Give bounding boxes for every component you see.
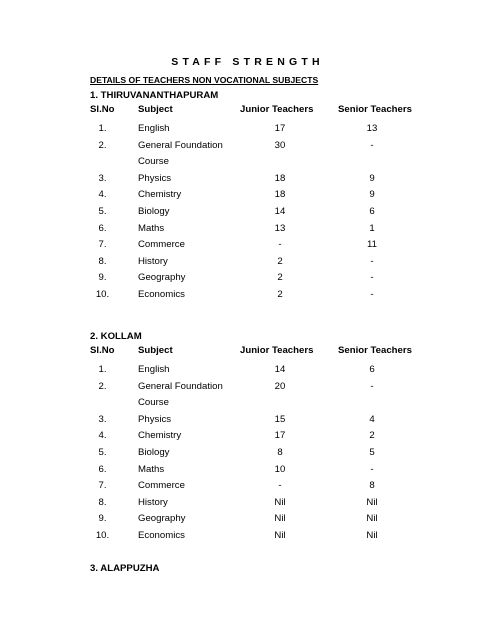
row-senior-teachers: - bbox=[370, 380, 374, 392]
row-senior-teachers: 5 bbox=[369, 447, 375, 458]
row-subject: History bbox=[138, 255, 168, 267]
row-junior-teachers: 8 bbox=[277, 447, 283, 458]
column-header-slno: Sl.No bbox=[90, 104, 115, 115]
row-subject: English bbox=[138, 364, 170, 375]
row-senior-teachers: Nil bbox=[366, 513, 378, 525]
row-serial-number: 1. bbox=[98, 123, 107, 134]
row-subject: History bbox=[138, 496, 168, 508]
row-junior-teachers: Nil bbox=[274, 496, 286, 508]
row-serial-number: 1. bbox=[98, 364, 107, 375]
row-junior-teachers: 14 bbox=[274, 364, 286, 375]
row-junior-teachers: 13 bbox=[274, 222, 286, 234]
row-serial-number: 5. bbox=[98, 447, 107, 458]
row-subject: General Foundation bbox=[138, 380, 223, 392]
row-subject: Economics bbox=[138, 289, 185, 300]
section-title: 2. KOLLAM bbox=[90, 331, 142, 342]
row-serial-number: 5. bbox=[98, 206, 107, 217]
column-header-subject: Subject bbox=[138, 345, 173, 356]
row-subject: Chemistry bbox=[138, 189, 182, 201]
row-subject: General Foundation bbox=[138, 139, 223, 151]
column-header-junior-teachers: Junior Teachers bbox=[240, 104, 314, 115]
row-junior-teachers: Nil bbox=[274, 513, 286, 525]
row-subject: Commerce bbox=[138, 480, 185, 492]
page-subtitle: DETAILS OF TEACHERS NON VOCATIONAL SUBJECTS bbox=[90, 75, 319, 85]
row-subject: Maths bbox=[138, 222, 165, 234]
row-subject: Commerce bbox=[138, 239, 185, 251]
row-senior-teachers: Nil bbox=[366, 530, 378, 541]
row-serial-number: 9. bbox=[98, 272, 107, 284]
row-senior-teachers: 9 bbox=[369, 172, 375, 184]
column-header-subject: Subject bbox=[138, 104, 173, 115]
row-serial-number: 6. bbox=[98, 222, 107, 234]
row-junior-teachers: 18 bbox=[274, 172, 286, 184]
row-senior-teachers: - bbox=[370, 255, 374, 267]
row-senior-teachers: - bbox=[370, 289, 374, 300]
row-senior-teachers: 11 bbox=[367, 239, 377, 251]
row-subject: Geography bbox=[138, 272, 186, 284]
row-senior-teachers: 6 bbox=[369, 364, 375, 375]
row-senior-teachers: 2 bbox=[369, 430, 375, 442]
row-junior-teachers: 2 bbox=[277, 289, 283, 300]
row-junior-teachers: Nil bbox=[274, 530, 286, 541]
row-junior-teachers: 14 bbox=[274, 206, 286, 217]
row-serial-number: 10. bbox=[95, 289, 110, 300]
row-subject-continuation: Course bbox=[138, 397, 169, 409]
row-serial-number: 7. bbox=[98, 480, 107, 492]
row-serial-number: 3. bbox=[98, 413, 107, 425]
column-header-senior-teachers: Senior Teachers bbox=[338, 345, 412, 356]
row-junior-teachers: 17 bbox=[274, 123, 286, 134]
row-serial-number: 3. bbox=[98, 172, 107, 184]
row-serial-number: 10. bbox=[95, 530, 110, 541]
section-title: 1. THIRUVANANTHAPURAM bbox=[90, 90, 219, 101]
row-subject: Maths bbox=[138, 463, 165, 475]
row-subject: English bbox=[138, 123, 170, 134]
row-serial-number: 7. bbox=[98, 239, 107, 251]
section-title: 3. ALAPPUZHA bbox=[90, 563, 160, 574]
row-senior-teachers: 6 bbox=[369, 206, 375, 217]
row-serial-number: 4. bbox=[98, 430, 107, 442]
row-serial-number: 8. bbox=[98, 496, 107, 508]
row-subject: Biology bbox=[138, 206, 170, 217]
row-junior-teachers: 10 bbox=[274, 463, 286, 475]
row-junior-teachers: 15 bbox=[274, 413, 286, 425]
row-subject: Economics bbox=[138, 530, 185, 541]
row-senior-teachers: 1 bbox=[369, 222, 375, 234]
row-serial-number: 4. bbox=[98, 189, 107, 201]
row-senior-teachers: - bbox=[370, 463, 374, 475]
row-senior-teachers: 8 bbox=[369, 480, 375, 492]
row-subject-continuation: Course bbox=[138, 156, 169, 168]
row-junior-teachers: 20 bbox=[274, 380, 286, 392]
row-serial-number: 8. bbox=[98, 255, 107, 267]
column-header-junior-teachers: Junior Teachers bbox=[240, 345, 314, 356]
row-senior-teachers: - bbox=[370, 139, 374, 151]
row-junior-teachers: 2 bbox=[277, 255, 283, 267]
row-senior-teachers: 9 bbox=[369, 189, 375, 201]
column-header-senior-teachers: Senior Teachers bbox=[338, 104, 412, 115]
row-senior-teachers: - bbox=[370, 272, 374, 284]
row-subject: Biology bbox=[138, 447, 170, 458]
row-junior-teachers: - bbox=[278, 480, 282, 492]
row-serial-number: 9. bbox=[98, 513, 107, 525]
row-subject: Physics bbox=[138, 172, 172, 184]
row-serial-number: 2. bbox=[98, 380, 107, 392]
row-junior-teachers: - bbox=[278, 239, 282, 251]
row-junior-teachers: 17 bbox=[274, 430, 286, 442]
page-title: STAFF STRENGTH bbox=[171, 56, 324, 68]
row-senior-teachers: Nil bbox=[366, 496, 378, 508]
row-junior-teachers: 30 bbox=[274, 139, 286, 151]
row-serial-number: 2. bbox=[98, 139, 107, 151]
row-subject: Physics bbox=[138, 413, 172, 425]
row-senior-teachers: 4 bbox=[369, 413, 375, 425]
row-junior-teachers: 18 bbox=[274, 189, 286, 201]
row-subject: Geography bbox=[138, 513, 186, 525]
row-junior-teachers: 2 bbox=[277, 272, 283, 284]
column-header-slno: Sl.No bbox=[90, 345, 115, 356]
row-senior-teachers: 13 bbox=[366, 123, 378, 134]
row-serial-number: 6. bbox=[98, 463, 107, 475]
row-subject: Chemistry bbox=[138, 430, 182, 442]
